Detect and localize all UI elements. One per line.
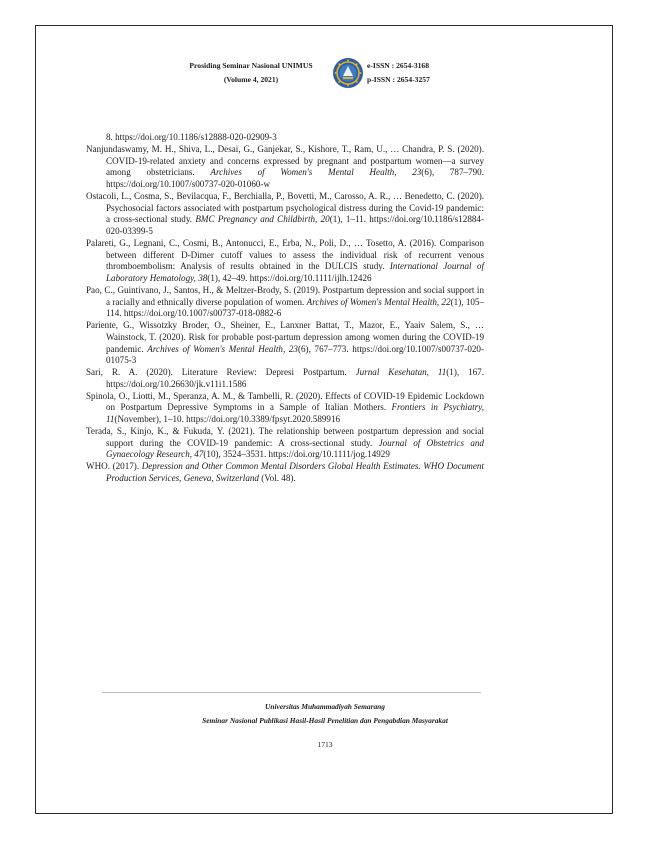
unimus-logo-icon xyxy=(332,57,364,89)
reference-entry xyxy=(86,132,484,144)
reference-locator: (1), 42–49. https://doi.org/10.1111/ijlh.12426 xyxy=(207,273,372,283)
reference-text: WHO. (2017). xyxy=(86,461,142,472)
issn-block xyxy=(367,59,477,87)
page-number: 1713 xyxy=(317,740,333,749)
reference-entry xyxy=(86,426,484,461)
reference-source-title: Jurnal Kesehatan, 11 xyxy=(355,367,447,378)
reference-text: Nanjundaswamy, M. H., Shiva, L., Desai, G., Ganjekar, S., Kishore, T., Ram, U., … Chandra, P. S. (2020). COVID-19-related anxiety and concerns expressed by pregnant and postpartum women—a survey among obstetricians. xyxy=(86,143,484,178)
reference-locator: (1), 1–11. https://doi.org/10.1186/s12884-020-03399-5 xyxy=(106,214,484,236)
reference-entry xyxy=(86,285,484,320)
reference-source-title: Journal of Obstetrics and Gynaecology Research, 47 xyxy=(106,437,484,460)
volume-label: (Volume 4, 2021) xyxy=(223,75,279,84)
reference-text: Pariente, G., Wissotzky Broder, O., Sheiner, E., Lanxner Battat, T., Mazor, E., Yaaiv Salem, S., … Wainstock, T. (2020). Risk for probable post-partum depression among women during the COVID-19 pandemic. xyxy=(86,320,484,354)
reference-locator: (Vol. 48). xyxy=(258,473,296,484)
reference-locator: (1), 167. https://doi.org/10.26630/jk.v11i1.1586 xyxy=(106,367,484,389)
footer-seminar: Seminar Nasional Publikasi Hasil-Hasil Penelitian dan Pengabdian Masyarakat xyxy=(202,716,448,725)
reference-locator: (6), 787–790. https://doi.org/10.1007/s00737-020-01060-w xyxy=(106,167,484,189)
proceedings-title-block xyxy=(175,59,327,87)
reference-text: Spinola, O., Liotti, M., Speranza, A. M., & Tambelli, R. (2020). Effects of COVID-19 Epidemic Lockdown on Postpartum Depressive Symptoms in a Sample of Italian Mothers. xyxy=(86,390,484,413)
reference-source-title: Frontiers in Psychiatry, 11 xyxy=(106,402,485,425)
reference-text: Pao, C., Guintivano, J., Santos, H., & Meltzer-Brody, S. (2019). Postpartum depression and social support in a racially and ethnically diverse population of women. xyxy=(86,284,484,307)
reference-source-title: International Journal of Laboratory Hematology, 38 xyxy=(106,261,484,283)
footer-university: Universitas Muhammadiyah Semarang xyxy=(265,702,385,711)
reference-locator: (November), 1–10. https://doi.org/10.3389/fpsyt.2020.589916 xyxy=(114,414,341,425)
reference-source-title: BMC Pregnancy and Childbirth, 20 xyxy=(195,214,330,225)
reference-source-title: Depression and Other Common Mental Disorders Global Health Estimates. WHO Document Production Services, Geneva, Switzerland xyxy=(106,461,484,484)
reference-text: Palareti, G., Legnani, C., Cosmi, B., Antonucci, E., Erba, N., Poli, D., … Tosetto, A. (2016). Comparison between different D-Dimer cutoff values to assess the individual risk of recurrent venous thromboembolism: Analysis of results obtained in the DULCIS study. xyxy=(86,237,484,272)
reference-text: Sari, R. A. (2020). Literature Review: Depresi Postpartum. xyxy=(86,367,356,378)
reference-entry xyxy=(86,320,484,367)
proceedings-title: Prosiding Seminar Nasional UNIMUS xyxy=(189,61,313,70)
reference-entry xyxy=(86,367,484,390)
eissn-label: e-ISSN : 2654-3168 xyxy=(367,61,430,70)
reference-entry xyxy=(86,461,484,484)
reference-locator: (10), 3524–3531. https://doi.org/10.1111/jog.14929 xyxy=(203,449,390,460)
reference-source-title: Archives of Women's Mental Health, 23 xyxy=(210,167,422,178)
footer-divider xyxy=(102,692,481,693)
page-footer xyxy=(90,700,560,728)
reference-source-title: Archives of Women's Mental Health, 22 xyxy=(306,296,451,307)
reference-text: Terada, S., Kinjo, K., & Fukuda, Y. (2021). The relationship between postpartum depression and social support during the COVID-19 pandemic: A cross-sectional study. xyxy=(86,426,484,448)
reference-text: 8. https://doi.org/10.1186/s12888-020-02909-3 xyxy=(106,132,277,142)
reference-list xyxy=(86,132,484,485)
reference-entry xyxy=(86,144,484,191)
page-header xyxy=(0,57,650,91)
reference-entry xyxy=(86,391,484,426)
reference-entry xyxy=(86,238,484,285)
reference-locator: (1), 105–114. https://doi.org/10.1007/s00737-018-0882-6 xyxy=(106,296,485,319)
pissn-label: p-ISSN : 2654-3257 xyxy=(367,75,430,84)
reference-source-title: Archives of Women's Mental Health, 23 xyxy=(147,343,298,354)
reference-locator: (6), 767–773. https://doi.org/10.1007/s00737-020-01075-3 xyxy=(106,343,484,366)
reference-text: Ostacoli, L., Cosma, S., Bevilacqua, F., Berchialla, P., Bovetti, M., Carosso, A. R., … Benedetto, C. (2020). Psychosocial factors associated with postpartum psychological distress during the Covid-19 pandemic: a cross-sectional study. xyxy=(86,190,484,225)
reference-entry xyxy=(86,191,484,238)
